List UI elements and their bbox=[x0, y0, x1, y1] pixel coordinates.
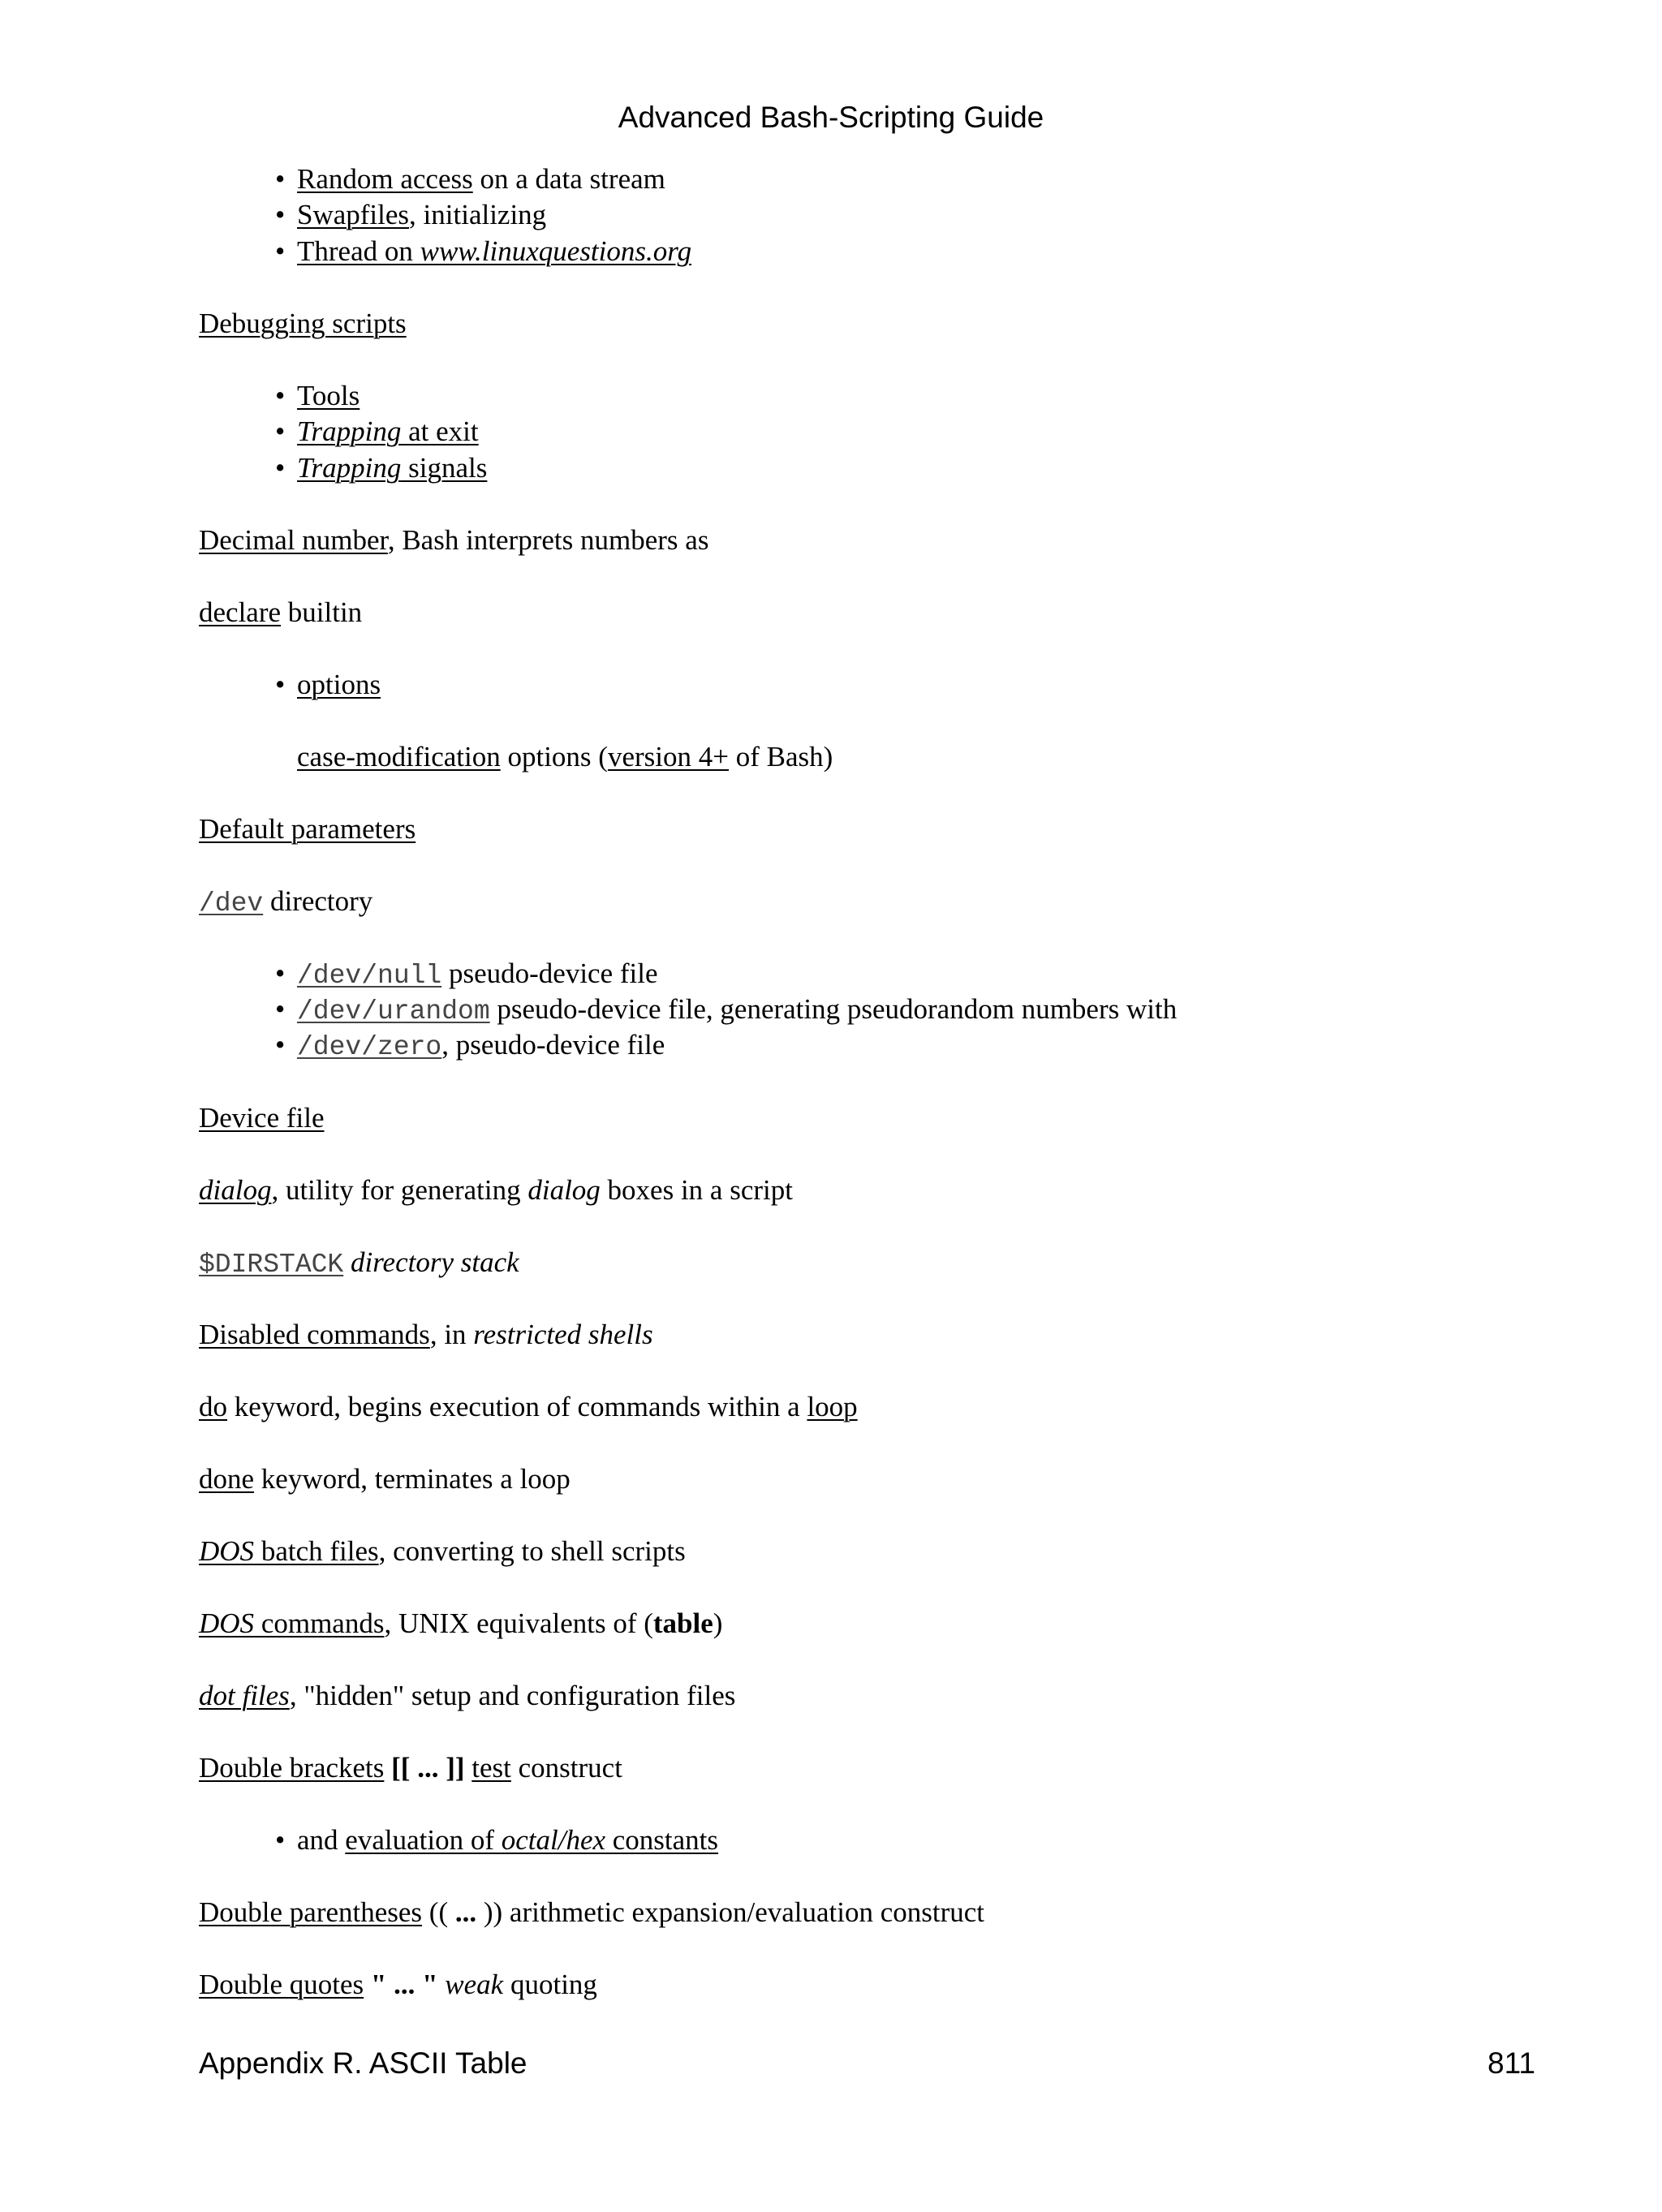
link-trapping-at-exit[interactable] bbox=[297, 415, 479, 447]
entry-text-italic: restricted shells bbox=[473, 1319, 653, 1350]
index-entry bbox=[199, 523, 708, 558]
link-text-italic: Trapping bbox=[297, 452, 402, 484]
bullet: • bbox=[275, 235, 286, 267]
link-dirstack[interactable]: $DIRSTACK bbox=[199, 1250, 344, 1280]
entry-text: , UNIX equivalents of ( bbox=[384, 1607, 653, 1639]
link-dev-zero[interactable]: /dev/zero bbox=[297, 1032, 442, 1062]
entry-text: of Bash) bbox=[729, 741, 833, 772]
link-dos-commands[interactable] bbox=[199, 1607, 384, 1639]
bullet: • bbox=[275, 380, 286, 411]
index-entry bbox=[199, 1895, 984, 1930]
link-text: evaluation of bbox=[345, 1824, 502, 1856]
entry-text: , initializing bbox=[409, 199, 547, 230]
link-text-italic: DOS bbox=[199, 1535, 255, 1567]
link-done[interactable]: done bbox=[199, 1463, 255, 1495]
link-text-italic: DOS bbox=[199, 1607, 255, 1639]
entry-text-italic: directory stack bbox=[343, 1246, 519, 1278]
entry-text: , pseudo-device file bbox=[441, 1029, 665, 1061]
link-default-parameters[interactable]: Default parameters bbox=[199, 813, 416, 845]
link-device-file[interactable]: Device file bbox=[199, 1102, 325, 1134]
link-dev-urandom[interactable]: /dev/urandom bbox=[297, 996, 490, 1026]
link-trapping-signals[interactable] bbox=[297, 452, 487, 484]
index-entry bbox=[297, 234, 691, 269]
link-swapfiles[interactable]: Swapfiles bbox=[297, 199, 410, 230]
link-text-italic: Trapping bbox=[297, 415, 402, 447]
link-text-italic: www.linuxquestions.org bbox=[420, 235, 692, 267]
entry-text: , converting to shell scripts bbox=[378, 1535, 686, 1567]
entry-text-bold: [[ ... ]] bbox=[384, 1752, 472, 1784]
entry-text-bold: ... bbox=[454, 1896, 477, 1928]
link-do[interactable]: do bbox=[199, 1391, 227, 1422]
link-text: constants bbox=[605, 1824, 719, 1856]
link-debugging-scripts[interactable]: Debugging scripts bbox=[199, 308, 407, 339]
bullet: • bbox=[275, 1824, 286, 1856]
index-entry bbox=[297, 992, 1177, 1030]
bullet: • bbox=[275, 452, 286, 484]
index-entry bbox=[199, 1534, 686, 1569]
page-footer-section: Appendix R. ASCII Table bbox=[199, 2046, 527, 2080]
index-entry bbox=[297, 197, 546, 233]
link-declare[interactable]: declare bbox=[199, 596, 282, 628]
link-text-italic: octal/hex bbox=[501, 1824, 606, 1856]
link-double-brackets[interactable]: Double brackets bbox=[199, 1752, 385, 1784]
link-dev-null[interactable]: /dev/null bbox=[297, 961, 442, 991]
link-tools[interactable]: Tools bbox=[297, 380, 360, 411]
link-text: batch files bbox=[254, 1535, 379, 1567]
link-dialog[interactable]: dialog bbox=[199, 1174, 272, 1206]
entry-text: quoting bbox=[503, 1969, 597, 2000]
entry-text: , utility for generating bbox=[271, 1174, 528, 1206]
index-entry bbox=[199, 1173, 793, 1208]
index-entry bbox=[199, 1461, 571, 1497]
link-disabled-commands[interactable]: Disabled commands bbox=[199, 1319, 430, 1350]
index-entry bbox=[199, 1389, 858, 1425]
entry-text: on a data stream bbox=[472, 163, 665, 195]
bullet: • bbox=[275, 1029, 286, 1061]
index-entry bbox=[199, 1606, 722, 1642]
index-entry bbox=[199, 1967, 597, 2003]
index-entry bbox=[297, 667, 381, 703]
link-case-modification[interactable]: case-modification bbox=[297, 741, 501, 772]
index-entry bbox=[199, 811, 416, 847]
entry-text: keyword, begins execution of commands within a bbox=[227, 1391, 807, 1422]
entry-text: , "hidden" setup and configuration files bbox=[289, 1680, 736, 1711]
entry-text-bold: table bbox=[652, 1607, 713, 1639]
index-entry bbox=[199, 884, 372, 922]
index-entry bbox=[297, 161, 665, 197]
entry-text: , in bbox=[429, 1319, 474, 1350]
index-entry bbox=[199, 595, 362, 630]
bullet: • bbox=[275, 958, 286, 989]
entry-text-italic: dialog bbox=[527, 1174, 601, 1206]
link-text: signals bbox=[401, 452, 488, 484]
link-dos-batch-files[interactable] bbox=[199, 1535, 379, 1567]
bullet: • bbox=[275, 163, 286, 195]
link-decimal-number[interactable]: Decimal number bbox=[199, 524, 388, 556]
entry-text: ) bbox=[713, 1607, 723, 1639]
index-entry bbox=[199, 306, 407, 342]
link-text: commands bbox=[254, 1607, 385, 1639]
link-text: Thread on bbox=[297, 235, 420, 267]
entry-text: (( bbox=[422, 1896, 455, 1928]
entry-text: , Bash interprets numbers as bbox=[387, 524, 709, 556]
page-number: 811 bbox=[1488, 2046, 1535, 2080]
index-entry bbox=[297, 1823, 718, 1858]
index-entry bbox=[297, 1027, 665, 1065]
entry-text: boxes in a script bbox=[600, 1174, 793, 1206]
link-double-parentheses[interactable]: Double parentheses bbox=[199, 1896, 423, 1928]
bullet: • bbox=[275, 199, 286, 230]
index-entry bbox=[199, 1678, 735, 1714]
link-text: at exit bbox=[401, 415, 479, 447]
index-entry bbox=[297, 739, 833, 775]
bullet: • bbox=[275, 415, 286, 447]
entry-text-italic: weak bbox=[445, 1969, 504, 2000]
index-entry bbox=[297, 956, 658, 994]
entry-text: directory bbox=[263, 885, 373, 917]
index-entry bbox=[199, 1100, 325, 1136]
index-entry bbox=[199, 1750, 622, 1786]
index-entry bbox=[297, 414, 479, 450]
bullet: • bbox=[275, 993, 286, 1025]
entry-text: builtin bbox=[281, 596, 363, 628]
entry-text: and bbox=[297, 1824, 346, 1856]
page-header: Advanced Bash-Scripting Guide bbox=[618, 101, 1044, 134]
link-linuxquestions-thread[interactable] bbox=[297, 235, 691, 267]
link-version-4[interactable]: version 4+ bbox=[607, 741, 729, 772]
entry-text-bold: " ... " bbox=[364, 1969, 446, 2000]
index-entry bbox=[199, 1245, 519, 1283]
link-test[interactable]: test bbox=[471, 1752, 511, 1784]
bullet: • bbox=[275, 669, 286, 700]
link-random-access[interactable]: Random access bbox=[297, 163, 473, 195]
index-entry bbox=[199, 1317, 653, 1353]
link-dot-files[interactable]: dot files bbox=[199, 1680, 290, 1711]
link-loop[interactable]: loop bbox=[807, 1391, 858, 1422]
link-octal-hex-constants[interactable] bbox=[345, 1824, 718, 1856]
index-entry bbox=[297, 378, 360, 414]
link-dev-directory[interactable]: /dev bbox=[199, 889, 264, 919]
entry-text: keyword, terminates a loop bbox=[254, 1463, 571, 1495]
entry-text: )) arithmetic expansion/evaluation construct bbox=[476, 1896, 985, 1928]
entry-text: pseudo-device file, generating pseudorandom numbers with bbox=[489, 993, 1178, 1025]
index-entry bbox=[297, 450, 487, 486]
link-options[interactable]: options bbox=[297, 669, 381, 700]
entry-text: pseudo-device file bbox=[441, 958, 658, 989]
entry-text: construct bbox=[510, 1752, 622, 1784]
link-double-quotes[interactable]: Double quotes bbox=[199, 1969, 364, 2000]
entry-text: options ( bbox=[500, 741, 608, 772]
